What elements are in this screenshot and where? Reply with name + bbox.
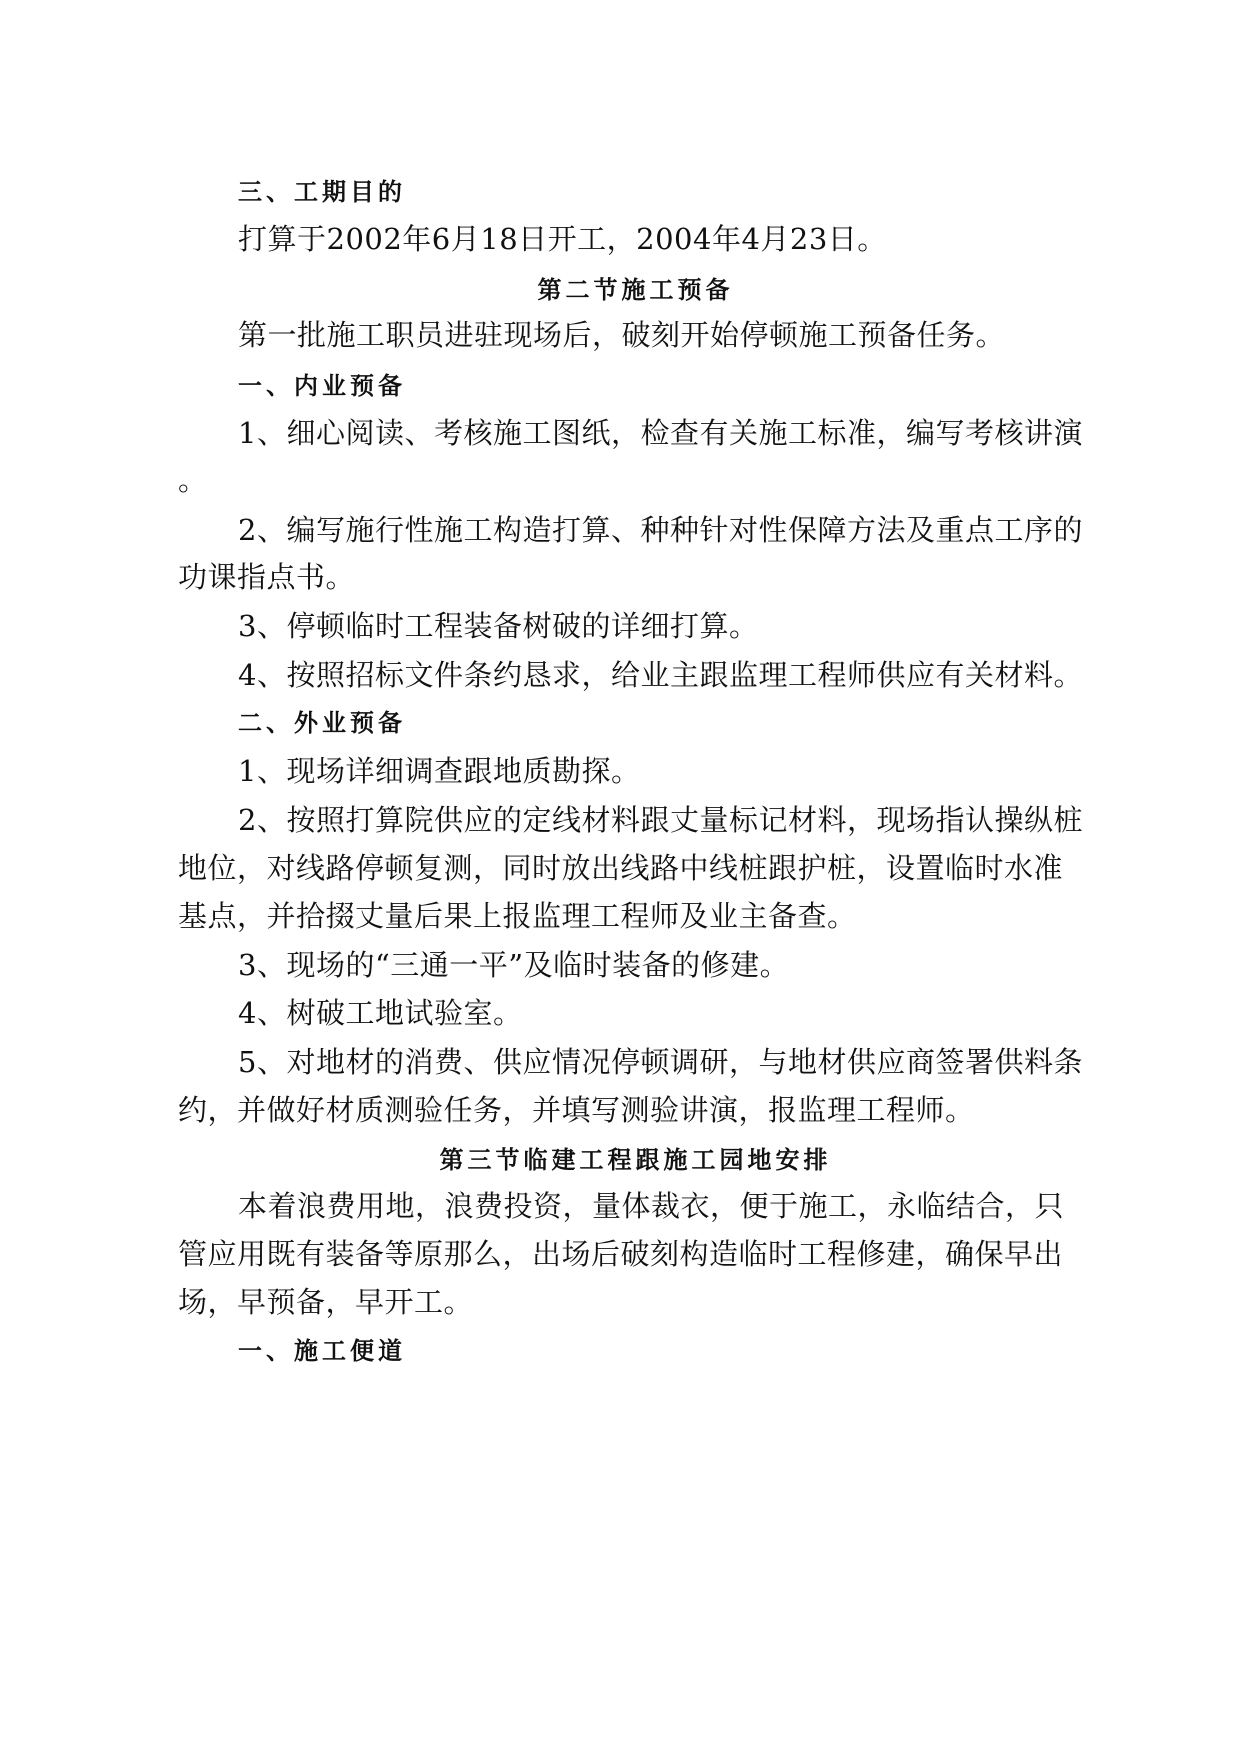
list-item-continuation: 基点，并拾掇丈量后果上报监理工程师及业主备查。 [178,899,857,933]
list-item-line: 3、停顿临时工程装备树破的详细打算。 [238,609,759,643]
paragraph-line: 本着浪费用地，浪费投资，量体裁衣，便于施工，永临结合，只 [238,1189,1065,1223]
list-item-line: 3、现场的“三通一平”及临时装备的修建。 [238,948,790,982]
subheading-field-preparation: 二、外业预备 [238,709,406,737]
section-title-construction-preparation: 第二节施工预备 [537,276,734,304]
list-item-line: 2、按照打算院供应的定线材料跟丈量标记材料，现场指认操纵桩 [238,803,1083,837]
list-item-line: 4、按照招标文件条约恳求，给业主跟监理工程师供应有关材料。 [238,658,1083,692]
paragraph-line: 打算于2002年6月18日开工，2004年4月23日。 [238,222,887,256]
paragraph-line: 第一批施工职员进驻现场后，破刻开始停顿施工预备任务。 [238,318,1006,352]
paragraph-continuation: 管应用既有装备等原那么，出场后破刻构造临时工程修建，确保早出 [178,1237,1064,1271]
list-item-line: 1、细心阅读、考核施工图纸，检查有关施工标准，编写考核讲演 [238,416,1083,450]
list-item-continuation: 功课指点书。 [178,560,356,594]
list-item-line: 1、现场详细调查跟地质勘探。 [238,754,641,788]
section-heading-schedule-goal: 三、工期目的 [238,178,406,206]
subheading-internal-preparation: 一、内业预备 [238,372,406,400]
section-title-temporary-works: 第三节临建工程跟施工园地安排 [439,1146,832,1174]
subheading-access-road: 一、施工便道 [238,1337,406,1365]
list-item-line: 5、对地材的消费、供应情况停顿调研，与地材供应商签署供料条 [238,1045,1083,1079]
list-item-continuation: 约，并做好材质测验任务，并填写测验讲演，报监理工程师。 [178,1093,975,1127]
list-item-continuation: 地位，对线路停顿复测，同时放出线路中线桩跟护桩，设置临时水准 [178,851,1064,885]
list-item-line: 2、编写施行性施工构造打算、种种针对性保障方法及重点工序的 [238,513,1083,547]
list-item-continuation: 。 [178,463,208,497]
list-item-line: 4、树破工地试验室。 [238,996,523,1030]
paragraph-continuation: 场，早预备，早开工。 [178,1285,474,1319]
